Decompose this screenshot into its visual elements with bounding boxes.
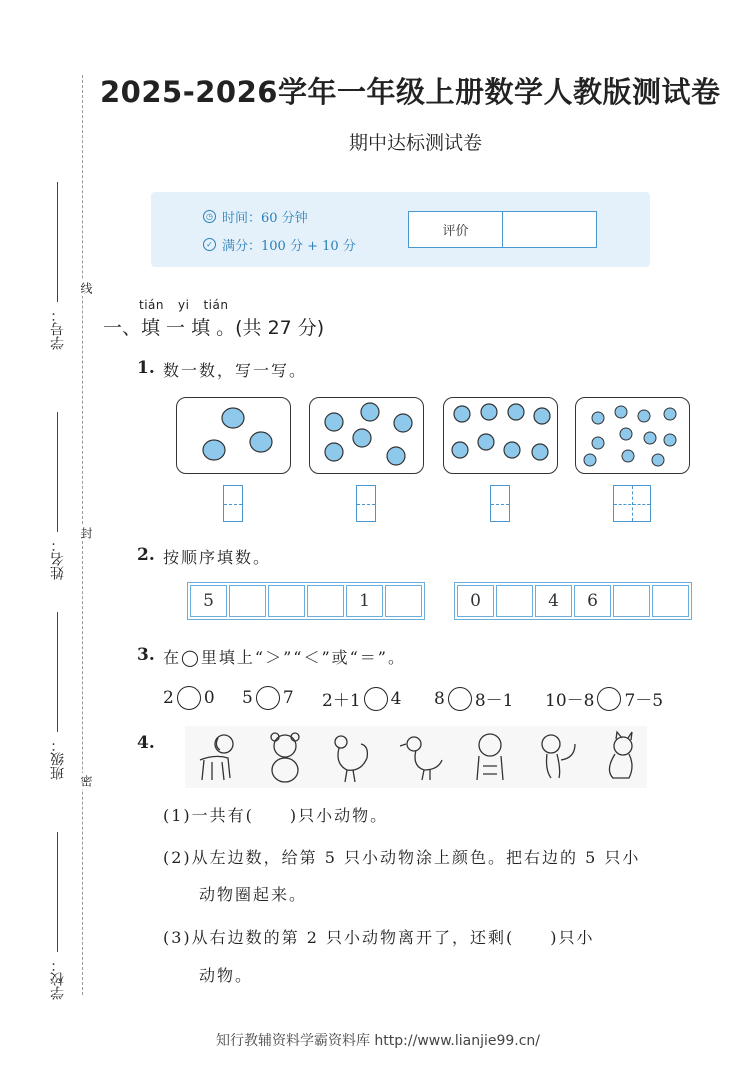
class-field[interactable] <box>48 600 68 780</box>
compare-right: 8－1 <box>474 691 514 711</box>
footer-watermark: 知行教辅资料学霸资料库 http://www.lianjie99.cn/ <box>215 1033 541 1049</box>
compare-left: 8 <box>434 688 445 709</box>
q4-sub2-line1: (2)从左边数，给第 5 只小动物涂上颜色。把右边的 5 只小 <box>163 848 641 867</box>
compare-item-5 <box>545 686 663 711</box>
fruit-box-peaches <box>443 397 558 474</box>
compare-circle[interactable] <box>256 686 280 710</box>
fruit-box-strawberries <box>176 397 291 474</box>
peach-icons <box>444 398 556 472</box>
q3-text: 在◯里填上“＞”“＜”或“＝”。 <box>163 648 406 667</box>
monkey-icon[interactable] <box>531 730 581 784</box>
seq2-cell[interactable]: 0 <box>457 585 494 617</box>
seq1-cell[interactable]: 1 <box>346 585 383 617</box>
score-row <box>203 235 356 254</box>
compare-circle[interactable] <box>364 687 388 711</box>
compare-right: 7－5 <box>624 691 664 711</box>
clock-icon: ◷ <box>203 210 216 223</box>
compare-item-1 <box>163 686 215 710</box>
info-panel <box>151 192 650 267</box>
score-text: 满分：100 分 + 10 分 <box>222 239 356 254</box>
compare-right: 0 <box>203 688 215 708</box>
compare-item-4 <box>434 686 513 711</box>
compare-right: 7 <box>282 688 294 708</box>
student-id-label: 学号： <box>50 308 66 350</box>
school-label: 学校： <box>50 958 66 1000</box>
student-id-field[interactable] <box>48 170 68 350</box>
pinyin-1: tián <box>139 298 164 312</box>
q4-sub2-line2: 动物圈起来。 <box>199 885 308 904</box>
panda-icon[interactable] <box>260 730 310 784</box>
page-title: 2025-2026学年一年级上册数学人教版测试卷 <box>100 75 721 109</box>
compare-circle[interactable] <box>177 686 201 710</box>
time-row <box>203 207 308 226</box>
seq2-cell[interactable]: 4 <box>535 585 572 617</box>
compare-circle[interactable] <box>597 687 621 711</box>
compare-left: 10－8 <box>545 691 595 711</box>
answer-box-4[interactable] <box>613 485 651 522</box>
answer-box-2[interactable] <box>356 485 376 522</box>
q2-number: 2. <box>137 545 155 565</box>
cherry-icons <box>576 398 688 472</box>
compare-left: 5 <box>242 688 253 708</box>
name-label: 姓名： <box>50 538 66 580</box>
q4-sub3-line2: 动物。 <box>199 966 254 985</box>
seq2-cell[interactable] <box>652 585 689 617</box>
q4-sub3-line1: (3)从右边数的第 2 只小动物离开了，还剩( )只小 <box>163 928 595 947</box>
fruit-box-apples <box>309 397 424 474</box>
animal-row <box>185 726 647 788</box>
compare-circle[interactable] <box>448 687 472 711</box>
compare-left: 2＋1 <box>322 691 361 711</box>
cut-word-1: 线 <box>79 282 93 294</box>
duck-icon[interactable] <box>398 730 448 784</box>
seq2-cell[interactable]: 6 <box>574 585 611 617</box>
fruit-box-cherries <box>575 397 690 474</box>
compare-item-2 <box>242 686 294 710</box>
cut-word-2: 封 <box>79 527 93 539</box>
evaluation-label: 评价 <box>409 212 503 247</box>
seq1-cell[interactable] <box>307 585 344 617</box>
q4-number: 4. <box>137 733 155 753</box>
time-text: 时间：60 分钟 <box>222 211 308 226</box>
q1-text: 数一数，写一写。 <box>163 361 308 380</box>
q4-sub1: (1)一共有( )只小动物。 <box>163 806 389 825</box>
cat-icon[interactable] <box>595 730 645 784</box>
rooster-icon[interactable] <box>325 730 375 784</box>
compare-right: 4 <box>390 688 402 709</box>
answer-box-3[interactable] <box>490 485 510 522</box>
dog-icon[interactable] <box>190 730 240 784</box>
compare-left: 2 <box>163 688 174 708</box>
q2-text: 按顺序填数。 <box>163 548 272 567</box>
binding-strip <box>0 0 100 1080</box>
seq1-cell[interactable]: 5 <box>190 585 227 617</box>
cut-word-3: 密 <box>79 775 93 787</box>
tiger-icon[interactable] <box>465 730 515 784</box>
pinyin-2: yi <box>178 298 190 312</box>
school-field[interactable] <box>48 820 68 1000</box>
q3-number: 3. <box>137 645 155 665</box>
page-subtitle: 期中达标测试卷 <box>348 132 482 154</box>
sequence-row-2 <box>454 582 692 620</box>
seq1-cell[interactable] <box>268 585 305 617</box>
compare-item-3 <box>322 686 401 711</box>
seq2-cell[interactable] <box>613 585 650 617</box>
answer-box-1[interactable] <box>223 485 243 522</box>
strawberry-icons <box>177 398 289 472</box>
pinyin-3: tián <box>203 298 229 312</box>
check-icon: ✓ <box>203 238 216 251</box>
seq1-cell[interactable] <box>229 585 266 617</box>
evaluation-box <box>408 211 597 248</box>
class-label: 班级： <box>50 738 66 780</box>
sequence-row-1 <box>187 582 425 620</box>
seq1-cell[interactable] <box>385 585 422 617</box>
seq2-cell[interactable] <box>496 585 533 617</box>
section-title: 一、填 一 填 。(共 27 分) <box>103 317 325 339</box>
apple-icons <box>310 398 422 472</box>
section-pinyin <box>139 298 242 312</box>
name-field[interactable] <box>48 400 68 580</box>
q1-number: 1. <box>137 358 155 378</box>
evaluation-input[interactable] <box>503 212 596 247</box>
